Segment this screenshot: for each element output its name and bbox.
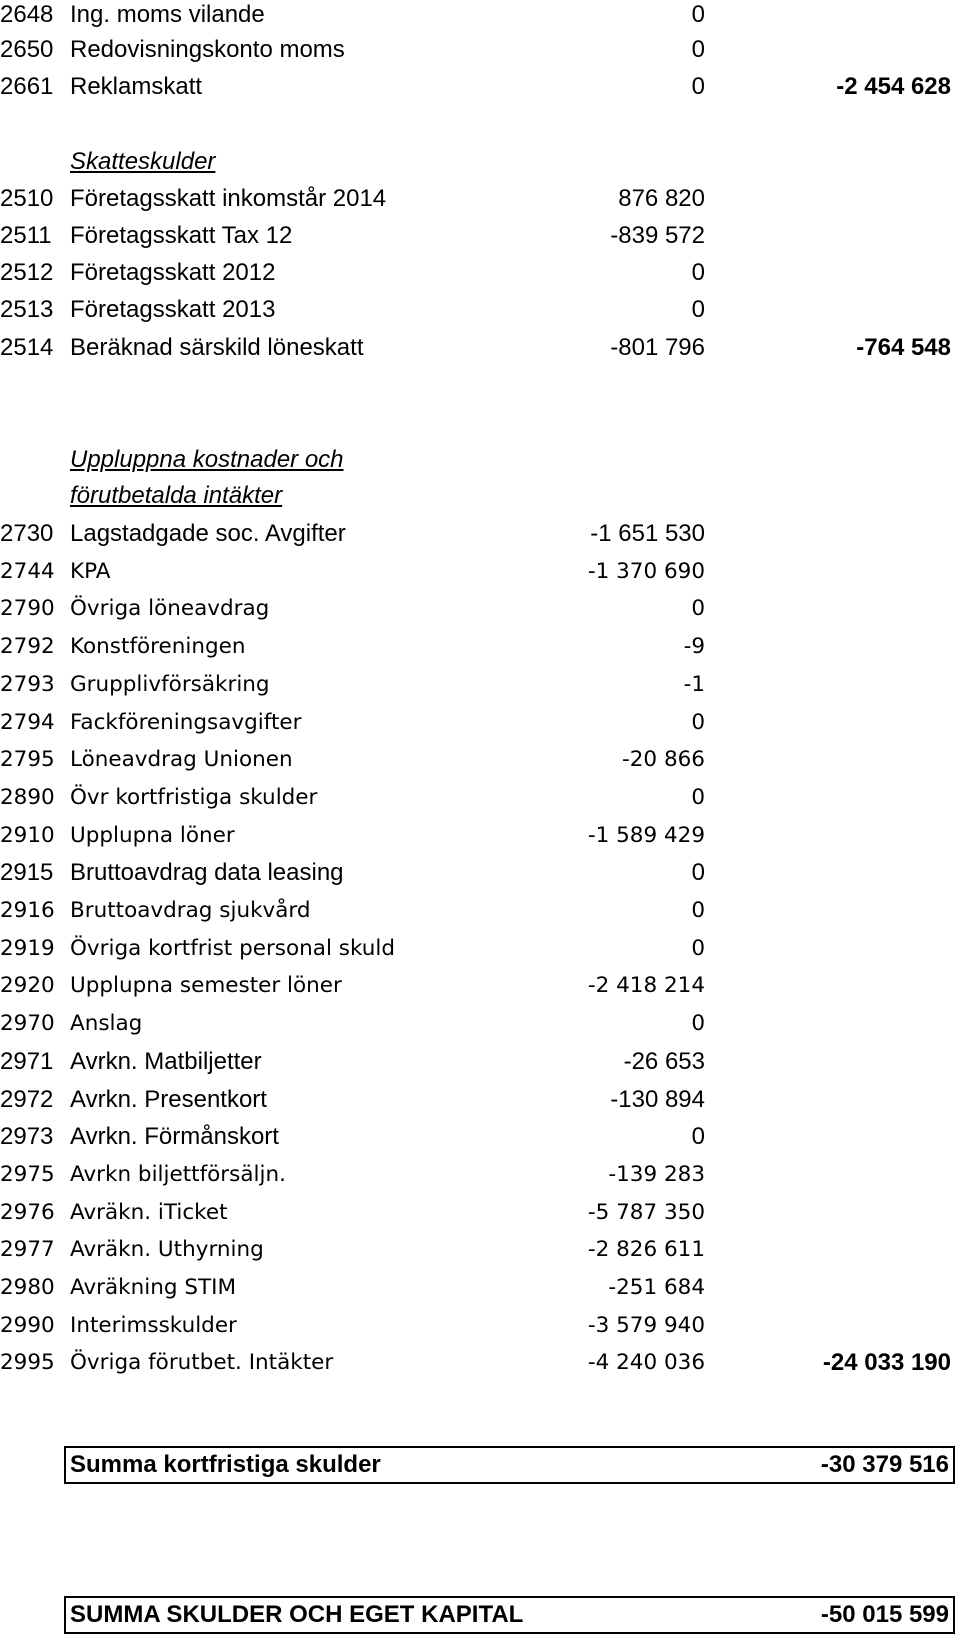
account-amount: -20 866 <box>622 747 705 773</box>
account-code: 2650 <box>0 36 54 63</box>
summary-value: -50 015 599 <box>820 1601 949 1628</box>
summary-label: Summa kortfristiga skulder <box>70 1451 381 1478</box>
account-amount: 0 <box>691 935 705 961</box>
account-name: Avrkn. Matbiljetter <box>70 1047 262 1075</box>
account-amount: -1 370 690 <box>587 558 705 584</box>
account-code: 2661 <box>0 73 54 100</box>
account-amount: 0 <box>691 73 705 100</box>
account-code: 2915 <box>0 859 54 887</box>
account-name: KPA <box>70 558 111 584</box>
account-code: 2794 <box>0 709 55 735</box>
account-name: Bruttoavdrag sjukvård <box>70 898 311 923</box>
account-code: 2975 <box>0 1161 55 1187</box>
account-name: Övriga förutbet. Intäkter <box>70 1350 334 1376</box>
ledger-row-2910 <box>0 817 960 855</box>
account-name: Grupplivförsäkring <box>70 671 270 697</box>
ledger-row-2990 <box>0 1307 960 1345</box>
account-name: Reklamskatt <box>70 73 203 100</box>
account-name: Bruttoavdrag data leasing <box>70 859 344 887</box>
account-amount: -3 579 940 <box>587 1312 705 1338</box>
account-code: 2744 <box>0 558 55 584</box>
ledger-row-2970 <box>0 1005 960 1043</box>
ledger-row-2512 <box>0 254 960 292</box>
account-name: Anslag <box>70 1011 143 1037</box>
account-amount: 0 <box>691 1011 705 1037</box>
ledger-row-2980 <box>0 1269 960 1307</box>
ledger-row-2510 <box>0 180 960 218</box>
account-amount: -26 653 <box>623 1047 705 1075</box>
ledger-row-2890 <box>0 779 960 817</box>
account-amount: 0 <box>691 259 705 286</box>
account-name: Fackföreningsavgifter <box>70 709 302 735</box>
account-amount: -801 796 <box>610 334 705 361</box>
ledger-row-2976 <box>0 1194 960 1232</box>
account-code: 2970 <box>0 1011 55 1037</box>
ledger-row-2650 <box>0 31 960 69</box>
account-name: Avräkn. iTicket <box>70 1199 228 1225</box>
account-code: 2792 <box>0 634 55 660</box>
account-amount: -1 589 429 <box>587 822 705 848</box>
account-code: 2513 <box>0 296 54 323</box>
account-amount: -2 418 214 <box>587 973 705 999</box>
account-code: 2730 <box>0 520 54 547</box>
account-code: 2510 <box>0 185 54 212</box>
account-name: Övriga löneavdrag <box>70 596 270 622</box>
account-code: 2919 <box>0 935 55 961</box>
ledger-row-2795 <box>0 741 960 779</box>
account-name: Företagsskatt 2012 <box>70 259 276 286</box>
ledger-row-2511 <box>0 217 960 255</box>
account-amount: 0 <box>691 898 705 923</box>
account-amount: 0 <box>691 859 705 887</box>
section-heading-upplupna-line2: förutbetalda intäkter <box>70 482 283 509</box>
ledger-row-2513 <box>0 291 960 329</box>
ledger-row-2973 <box>0 1118 960 1156</box>
account-name: Övr kortfristiga skulder <box>70 784 318 810</box>
account-name: Avrkn. Förmånskort <box>70 1123 279 1151</box>
account-amount: -130 894 <box>610 1085 705 1113</box>
account-code: 2972 <box>0 1085 54 1113</box>
account-name: Företagsskatt 2013 <box>70 296 276 323</box>
account-code: 2910 <box>0 822 55 848</box>
account-amount: 0 <box>691 784 705 810</box>
summary-label: SUMMA SKULDER OCH EGET KAPITAL <box>70 1601 524 1628</box>
account-amount: -139 283 <box>608 1161 705 1187</box>
account-name: Övriga kortfrist personal skuld <box>70 935 395 961</box>
account-name: Ing. moms vilande <box>70 1 265 28</box>
account-name: Företagsskatt inkomstår 2014 <box>70 185 387 212</box>
account-code: 2971 <box>0 1047 54 1075</box>
account-code: 2890 <box>0 784 55 810</box>
account-amount: 0 <box>691 1123 705 1151</box>
account-name: Avrkn biljettförsäljn. <box>70 1161 286 1187</box>
account-amount: 0 <box>691 36 705 63</box>
account-code: 2512 <box>0 259 54 286</box>
ledger-row-2977 <box>0 1231 960 1269</box>
section-heading-skatteskulder: Skatteskulder <box>70 148 216 175</box>
account-code: 2980 <box>0 1275 55 1300</box>
account-name: Upplupna löner <box>70 822 235 848</box>
ledger-row-2793 <box>0 666 960 704</box>
account-amount: -4 240 036 <box>587 1350 705 1376</box>
ledger-row-2971 <box>0 1043 960 1081</box>
section-total: -2 454 628 <box>836 73 951 100</box>
section-total: -764 548 <box>856 334 951 361</box>
account-code: 2995 <box>0 1350 55 1376</box>
account-code: 2790 <box>0 596 55 622</box>
ledger-row-2514 <box>0 329 960 367</box>
ledger-row-2792 <box>0 628 960 666</box>
account-name: Avräkn. Uthyrning <box>70 1237 264 1263</box>
account-name: Avrkn. Presentkort <box>70 1085 267 1113</box>
account-amount: 0 <box>691 1 705 28</box>
account-code: 2977 <box>0 1237 55 1263</box>
ledger-row-2794 <box>0 704 960 742</box>
account-name: Företagsskatt Tax 12 <box>70 222 293 249</box>
account-code: 2990 <box>0 1312 55 1338</box>
summary-value: -30 379 516 <box>820 1451 949 1478</box>
account-code: 2976 <box>0 1199 55 1225</box>
ledger-row-2975 <box>0 1156 960 1194</box>
summary-skulder-och-eget-kapital <box>64 1596 955 1634</box>
account-amount: -839 572 <box>610 222 705 249</box>
account-name: Avräkning STIM <box>70 1275 237 1300</box>
account-name: Lagstadgade soc. Avgifter <box>70 520 346 547</box>
account-amount: 0 <box>691 596 705 622</box>
ledger-row-2730 <box>0 515 960 553</box>
summary-kortfristiga-skulder <box>64 1446 955 1484</box>
account-name: Redovisningskonto moms <box>70 36 345 63</box>
account-code: 2793 <box>0 671 55 697</box>
section-total: -24 033 190 <box>822 1349 951 1377</box>
account-amount: -9 <box>683 634 705 660</box>
ledger-row-2919 <box>0 930 960 968</box>
ledger-row-2920 <box>0 967 960 1005</box>
section-heading-upplupna-line1: Uppluppna kostnader och <box>70 446 344 473</box>
account-name: Upplupna semester löner <box>70 973 342 999</box>
account-name: Konstföreningen <box>70 634 246 660</box>
ledger-row-2790 <box>0 590 960 628</box>
ledger-row-2916 <box>0 892 960 930</box>
account-name: Löneavdrag Unionen <box>70 747 293 773</box>
account-amount: -5 787 350 <box>587 1199 705 1225</box>
ledger-row-2661 <box>0 68 960 106</box>
account-name: Interimsskulder <box>70 1312 237 1338</box>
ledger-row-2744 <box>0 553 960 591</box>
account-code: 2514 <box>0 334 54 361</box>
account-amount: 876 820 <box>618 185 705 212</box>
account-code: 2511 <box>0 222 52 249</box>
ledger-row-2972 <box>0 1081 960 1119</box>
ledger-row-2648 <box>0 0 960 34</box>
account-amount: 0 <box>691 709 705 735</box>
account-amount: -1 651 530 <box>590 520 705 547</box>
account-amount: -1 <box>683 671 705 697</box>
account-code: 2920 <box>0 973 55 999</box>
account-name: Beräknad särskild löneskatt <box>70 334 364 361</box>
ledger-row-2995 <box>0 1344 960 1382</box>
account-code: 2795 <box>0 747 55 773</box>
account-code: 2648 <box>0 1 54 28</box>
account-code: 2916 <box>0 898 55 923</box>
account-amount: -251 684 <box>608 1275 705 1300</box>
account-code: 2973 <box>0 1123 54 1151</box>
account-amount: 0 <box>691 296 705 323</box>
account-amount: -2 826 611 <box>587 1237 705 1263</box>
ledger-row-2915 <box>0 854 960 892</box>
